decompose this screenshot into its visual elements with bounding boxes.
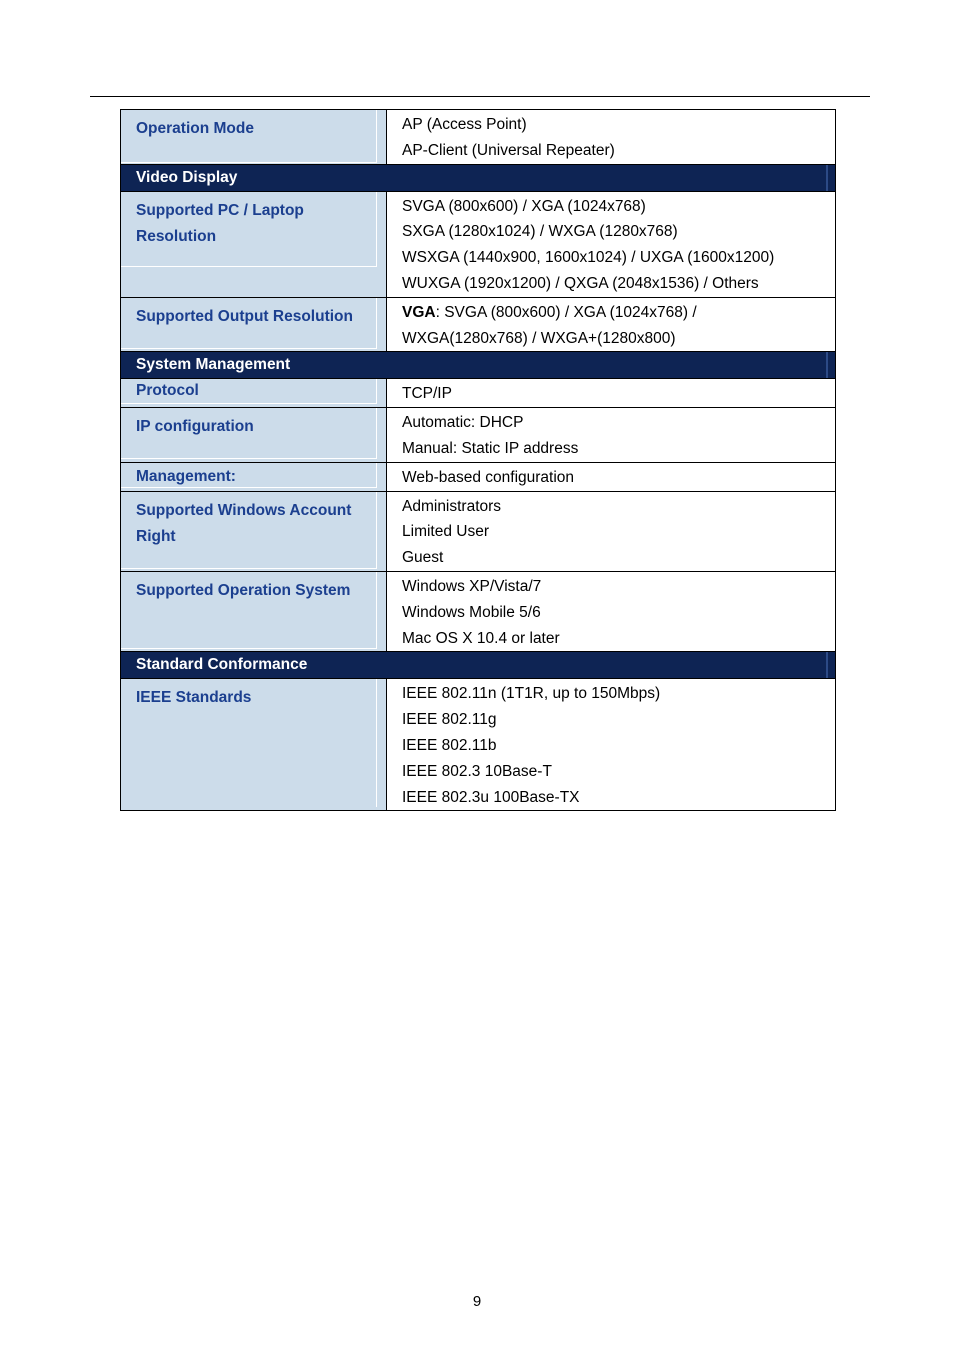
output-resolution-line2: WXGA(1280x768) / WXGA+(1280x800) [402,329,676,347]
pc-resolution-value: WSXGA (1440x900, 1600x1024) / UXGA (1600x1200) [402,249,775,267]
output-resolution-label: Supported Output Resolution [136,307,353,325]
management-value: Web-based configuration [402,468,575,486]
label-cell [121,462,387,491]
page-number: 9 [472,1293,482,1310]
label-cell [121,379,387,408]
windows-account-value: Guest [402,549,444,567]
value-cell [387,462,836,491]
label-cell [121,297,387,352]
header-rule [90,96,870,97]
pc-resolution-label-line: Resolution [136,227,217,245]
section-standard-conformance [121,652,836,679]
operation-mode-value: AP (Access Point) [402,116,527,133]
pc-resolution-label-line: Supported PC / Laptop [136,201,304,219]
ieee-standard-value: IEEE 802.3 10Base-T [402,762,552,780]
row-windows-account [121,491,836,571]
ieee-standard-value: IEEE 802.11g [402,711,497,729]
value-cell [387,379,836,408]
ip-configuration-value: Automatic: DHCP [402,414,524,432]
management-label: Management: [136,467,236,485]
operation-system-value: Windows Mobile 5/6 [402,603,541,621]
row-supported-pc-resolution [121,191,836,297]
label-cell [121,491,387,571]
label-cell [121,571,387,651]
value-cell [387,679,836,811]
value-cell [387,491,836,571]
operation-mode-label: Operation Mode [136,120,254,137]
row-operation-system [121,571,836,651]
value-cell [387,571,836,651]
label-cell [121,679,387,811]
windows-account-label-line: Supported Windows Account [136,501,352,519]
windows-account-value: Administrators [402,497,502,515]
output-resolution-line1: : SVGA (800x600) / XGA (1024x768) / [435,303,697,321]
ieee-standards-label: IEEE Standards [136,689,252,707]
value-cell [387,110,836,165]
ip-configuration-label: IP configuration [136,418,254,436]
pc-resolution-value: SVGA (800x600) / XGA (1024x768) [402,197,646,215]
protocol-value: TCP/IP [402,385,452,403]
ieee-standard-value: IEEE 802.11b [402,736,497,754]
row-operation-mode [121,110,836,165]
row-management [121,462,836,491]
row-ieee-standards [121,679,836,811]
value-cell [387,408,836,463]
value-cell [387,191,836,297]
operation-system-label: Supported Operation System [136,581,351,599]
operation-system-value: Mac OS X 10.4 or later [402,629,560,647]
operation-mode-value: AP-Client (Universal Repeater) [402,141,615,159]
row-ip-configuration [121,408,836,463]
ip-configuration-value: Manual: Static IP address [402,439,579,457]
row-protocol [121,379,836,408]
pc-resolution-value: WUXGA (1920x1200) / QXGA (2048x1536) / Others [402,274,759,292]
ieee-standard-value: IEEE 802.3u 100Base-TX [402,788,580,806]
windows-account-label-line: Right [136,527,176,545]
value-cell [387,297,836,352]
section-title: Standard Conformance [121,652,828,678]
specification-table [120,109,836,811]
output-resolution-value [402,300,827,326]
label-cell [121,408,387,463]
section-system-management [121,352,836,379]
operation-system-value: Windows XP/Vista/7 [402,577,542,595]
section-title: Video Display [121,165,828,191]
section-video-display [121,164,836,191]
vga-prefix: VGA [402,303,436,321]
row-supported-output-resolution [121,297,836,352]
label-cell [121,110,387,165]
ieee-standard-value: IEEE 802.11n (1T1R, up to 150Mbps) [402,685,661,703]
windows-account-value: Limited User [402,523,489,541]
protocol-label: Protocol [136,382,199,400]
label-cell [121,191,387,297]
pc-resolution-value: SXGA (1280x1024) / WXGA (1280x768) [402,223,678,241]
section-title: System Management [121,352,828,378]
